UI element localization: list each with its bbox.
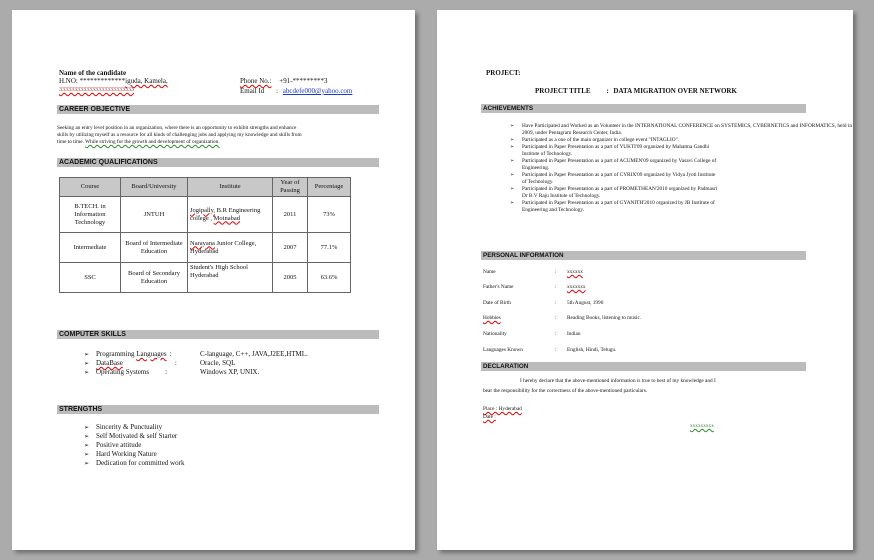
arrow-bullet-icon: ➢ — [84, 451, 90, 458]
arrow-bullet-icon: ➢ — [84, 369, 90, 376]
arrow-bullet-icon: ➢ — [84, 433, 90, 440]
declaration-place: Place : Hyderabad — [483, 406, 522, 412]
list-item: ➢ Participated in Paper Presentation as a part of ACUMEN'09 organized by Vasavi College of Engineering. — [510, 158, 717, 171]
academic-heading: ACADEMIC QUALIFICATIONS — [57, 158, 379, 167]
cell-course: Intermediate — [60, 233, 121, 263]
career-objective-heading: CAREER OBJECTIVE — [57, 105, 379, 114]
arrow-bullet-icon: ➢ — [84, 442, 90, 449]
cell-institute: Narayana Junior College, Hyderabad — [188, 233, 273, 263]
achievements-list — [510, 123, 852, 214]
career-objective-line-3: time to time. While striving for the growth and development of organization. — [57, 139, 220, 145]
list-item: ➢ Positive attitude — [84, 441, 142, 449]
cell-institute: Jogipally, B.R Engineering college , Moinabad — [188, 197, 273, 233]
list-item: ➢ DataBase : Oracle, SQL — [84, 359, 236, 367]
candidate-name-label: Name of the candidate — [59, 69, 127, 77]
col-year: Year of Passing — [273, 178, 308, 197]
col-course: Course — [60, 178, 121, 197]
personal-info-heading: PERSONAL INFORMATION — [481, 251, 806, 260]
arrow-bullet-icon: ➢ — [84, 360, 90, 367]
arrow-bullet-icon: ➢ — [510, 186, 515, 192]
list-item: ➢ Programming Languages : C-language, C++, JAVA,J2EE,HTML. — [84, 350, 308, 358]
cell-course: B.TECH. in Information Technology — [60, 197, 121, 233]
table-row — [60, 233, 351, 263]
list-item: ➢ Participated in Paper Presentation as a part of CYRIX'09 organized by Vidya Jyoti Institute of Technology. — [510, 172, 716, 185]
declaration-line-1: I hereby declare that the above-mentioned information is true to best of my knowledge and I — [520, 378, 716, 384]
personal-row-name: Name : xxxxxx — [483, 269, 583, 275]
computer-skills-list — [84, 350, 308, 377]
resume-page-1 — [12, 10, 415, 550]
declaration-heading: DECLARATION — [481, 362, 806, 371]
address-hno: H.NO: ************* — [59, 77, 126, 85]
list-item: ➢ Operating Systems : Windows XP, UNIX. — [84, 368, 260, 376]
table-header-row — [60, 178, 351, 197]
address-line-1 — [59, 77, 168, 86]
arrow-bullet-icon: ➢ — [510, 137, 515, 143]
academic-table — [59, 177, 351, 293]
personal-row-nationality: Nationality : Indian — [483, 331, 581, 337]
cell-board: JNTUH — [121, 197, 188, 233]
col-percentage: Percentage — [308, 178, 351, 197]
personal-row-hobbies: Hobbies : Reading Books, listening to music. — [483, 315, 642, 321]
phone-label: Phone No.: — [240, 77, 272, 85]
list-item: ➢ Participated in Paper Presentation as a part of GYANITH'2010 organized by JB Institute of Engineering and Technology. — [510, 200, 715, 213]
project-label: PROJECT: — [486, 69, 521, 77]
col-institute: Institute — [188, 178, 273, 197]
address-line-2: 3333333333333333333333333 — [59, 87, 134, 93]
strengths-list — [84, 423, 184, 468]
cell-percentage: 77.1% — [308, 233, 351, 263]
table-row — [60, 263, 351, 293]
list-item: ➢ Participated as a one of the main organizer in college event "INTAGLIO". — [510, 137, 680, 143]
list-item: ➢ Self Motivated & self Starter — [84, 432, 178, 440]
project-title-row: PROJECT TITLE : DATA MIGRATION OVER NETWORK — [535, 87, 737, 95]
list-item: ➢ Hard Working Nature — [84, 450, 157, 458]
signature: xxxxxxxxx — [690, 423, 714, 429]
project-title-value: DATA MIGRATION OVER NETWORK — [613, 87, 737, 95]
personal-row-languages: Languages Known : English, Hindi, Telugu. — [483, 347, 617, 353]
list-item: ➢ Sincerity & Punctuality — [84, 423, 163, 431]
cell-board: Board of Intermediate Education — [121, 233, 188, 263]
declaration-line-2: bear the responsibility for the correctness of the above-mentioned particulars. — [483, 388, 648, 394]
project-title-label: PROJECT TITLE — [535, 87, 591, 95]
arrow-bullet-icon: ➢ — [84, 351, 90, 358]
declaration-date: Date : — [483, 414, 496, 420]
career-objective-line-1: Seeking an entry level position in an organization, where there is an opportunity to exhibit strengths and enhance — [57, 125, 297, 131]
phone-value: +91-*********3 — [279, 77, 328, 85]
phone-row — [240, 77, 328, 86]
personal-row-father: Father's Name : xxxxxxx — [483, 284, 586, 290]
arrow-bullet-icon: ➢ — [510, 172, 515, 178]
personal-row-dob: Date of Birth : 5th August, 1990 — [483, 300, 604, 306]
cell-course: SSC — [60, 263, 121, 293]
arrow-bullet-icon: ➢ — [510, 200, 515, 206]
list-item: ➢ Participated in Paper Presentation as a part of YUKTI'09 organized by Mahatma Gandhi Institute of Technology. — [510, 144, 710, 157]
cell-year: 2011 — [273, 197, 308, 233]
col-board: Board/University — [121, 178, 188, 197]
cell-year: 2005 — [273, 263, 308, 293]
address-place: iguda, Kamela, — [125, 77, 168, 85]
arrow-bullet-icon: ➢ — [84, 424, 90, 431]
email-link[interactable]: abcdefe000@yahoo.com — [282, 87, 353, 95]
achievements-heading: ACHIEVEMENTS — [481, 104, 806, 113]
cell-year: 2007 — [273, 233, 308, 263]
cell-percentage: 73% — [308, 197, 351, 233]
arrow-bullet-icon: ➢ — [510, 123, 515, 129]
resume-page-2 — [437, 10, 853, 550]
arrow-bullet-icon: ➢ — [84, 460, 90, 467]
career-objective-line-2: skills by utilizing myself as a resource for all kinds of challenging jobs and applying my knowledge and skills from — [57, 132, 302, 138]
cell-board: Board of Secondary Education — [121, 263, 188, 293]
arrow-bullet-icon: ➢ — [510, 144, 515, 150]
list-item: ➢ Participated in Paper Presentation as a part of PROMETHEAN'2010 organized by Padmasri Dr B.V Raju Institute of Technology. — [510, 186, 718, 199]
cell-institute: Student's High School Hyderabad — [188, 263, 273, 293]
arrow-bullet-icon: ➢ — [510, 158, 515, 164]
email-label: Email Id — [240, 87, 265, 95]
list-item: ➢ Dedication for committed work — [84, 459, 185, 467]
strengths-heading: STRENGTHS — [57, 405, 379, 414]
computer-skills-heading: COMPUTER SKILLS — [57, 330, 379, 339]
table-row — [60, 197, 351, 233]
email-row: Email Id : abcdefe000@yahoo.com — [240, 87, 353, 95]
list-item: ➢ Have Participated and Worked as an Volunteer in the INTERNATIONAL CONFERENCE on SYSTEMICS, CYBERNETICS and INFORMATICS, held in 2009, under Pentagram Research Center, India. — [510, 123, 852, 136]
career-objective-highlight: While striving for the growth and development of organization. — [85, 139, 220, 145]
cell-percentage: 63.6% — [308, 263, 351, 293]
